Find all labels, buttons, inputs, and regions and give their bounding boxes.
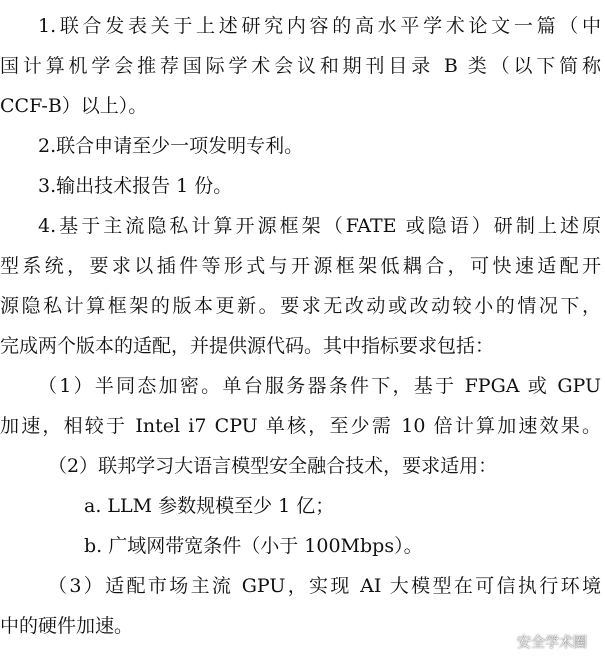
text-line-6: 4.基于主流隐私计算开源框架（FATE 或隐语）研制上述原 (38, 215, 601, 237)
text-line-16: 中的硬件加速。 (0, 615, 134, 637)
text-line-12: （2）联邦学习大语言模型安全融合技术，要求适用： (48, 455, 498, 477)
text-line-5: 3.输出技术报告 1 份。 (38, 175, 233, 197)
wechat-icon (493, 634, 511, 650)
text-line-14: b. 广域网带宽条件（小于 100Mbps）。 (84, 535, 423, 557)
watermark (493, 627, 587, 657)
text-line-1: 1.联合发表关于上述研究内容的高水平学术论文一篇（中 (38, 15, 601, 37)
text-line-8: 源隐私计算框架的版本更新。要求无改动或改动较小的情况下， (0, 295, 601, 317)
watermark-text: 安全学术圈 (517, 635, 587, 651)
text-line-2: 国计算机学会推荐国际学术会议和期刊目录 B 类（以下简称 (0, 55, 601, 77)
text-line-3: CCF-B）以上）。 (0, 95, 148, 117)
text-line-7: 型系统，要求以插件等形式与开源框架低耦合，可快速适配开 (0, 255, 601, 277)
text-line-15: （3）适配市场主流 GPU，实现 AI 大模型在可信执行环境 (48, 575, 601, 597)
text-line-13: a. LLM 参数规模至少 1 亿； (84, 495, 335, 517)
text-line-11: 加速，相较于 Intel i7 CPU 单核，至少需 10 倍计算加速效果。 (0, 415, 601, 437)
text-line-4: 2.联合申请至少一项发明专利。 (38, 135, 304, 157)
text-line-9: 完成两个版本的适配，并提供源代码。其中指标要求包括： (0, 335, 495, 357)
text-line-10: （1）半同态加密。单台服务器条件下，基于 FPGA 或 GPU (38, 375, 601, 397)
